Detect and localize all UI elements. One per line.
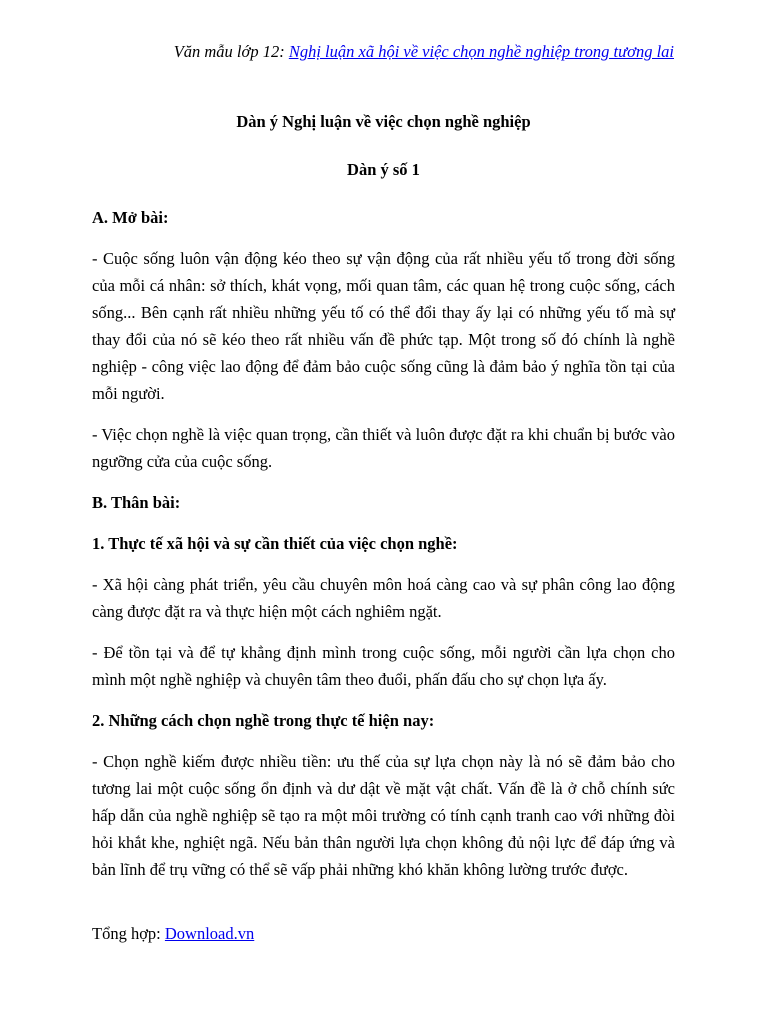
section-b-heading: B. Thân bài: [92,493,181,512]
footer-link[interactable]: Download.vn [164,924,255,943]
section-a-heading: A. Mở bài: [92,208,169,227]
section-a-paragraph-1: - Cuộc sống luôn vận động kéo theo sự vận động của rất nhiều yếu tố trong đời sống của mỗi cá nhân: sở thích, khát vọng, mối quan tâm, các quan hệ trong cuộc sống, cách sống... Bên cạnh rất nhiều những yếu tố có thể đổi thay ấy lại có những yếu tố mà sự thay đổi của nó sẽ kéo theo rất nhiều vấn đề phức tạp. Một trong số đó chính là nghề nghiệp - công việc lao động để đảm bảo cuộc sống cũng là đảm bảo ý nghĩa tồn tại của mỗi người. [92,249,675,403]
page-footer [92,920,254,947]
document-body [92,108,675,897]
section-a-paragraph-2: - Việc chọn nghề là việc quan trọng, cần thiết và luôn được đặt ra khi chuẩn bị bước vào ngưỡng cửa của cuộc sống. [92,425,675,471]
header-prefix: Văn mẫu lớp 12: [173,42,289,61]
subsection-1-paragraph-1: - Xã hội càng phát triển, yêu cầu chuyên môn hoá càng cao và sự phân công lao động càng được đặt ra và thực hiện một cách nghiêm ngặt. [92,575,675,621]
subsection-2-heading: 2. Những cách chọn nghề trong thực tế hiện nay: [92,711,435,730]
header-link[interactable]: Nghị luận xã hội về việc chọn nghề nghiệp trong tương lai [288,42,674,61]
page-header [174,42,674,62]
document-subtitle: Dàn ý số 1 [347,160,420,179]
subsection-1-paragraph-2: - Để tồn tại và để tự khẳng định mình trong cuộc sống, mỗi người cần lựa chọn cho mình một nghề nghiệp và chuyên tâm theo đuổi, phấn đấu cho sự chọn lựa ấy. [92,643,675,689]
footer-prefix: Tổng hợp: [92,924,165,943]
subsection-2-paragraph-1: - Chọn nghề kiếm được nhiều tiền: ưu thế của sự lựa chọn này là nó sẽ đảm bảo cho tương lai một cuộc sống ổn định và dư dật về mặt vật chất. Vấn đề là ở chỗ chính sức hấp dẫn của nghề nghiệp sẽ tạo ra một môi trường có tính cạnh tranh cao với những đòi hỏi khắt khe, nghiệt ngã. Nếu bản thân người lựa chọn không đủ nội lực để đáp ứng và bản lĩnh để trụ vững có thể sẽ vấp phải những khó khăn không lường trước được. [92,752,675,879]
subsection-1-heading: 1. Thực tế xã hội và sự cần thiết của việc chọn nghề: [92,534,458,553]
document-title: Dàn ý Nghị luận về việc chọn nghề nghiệp [236,112,531,131]
